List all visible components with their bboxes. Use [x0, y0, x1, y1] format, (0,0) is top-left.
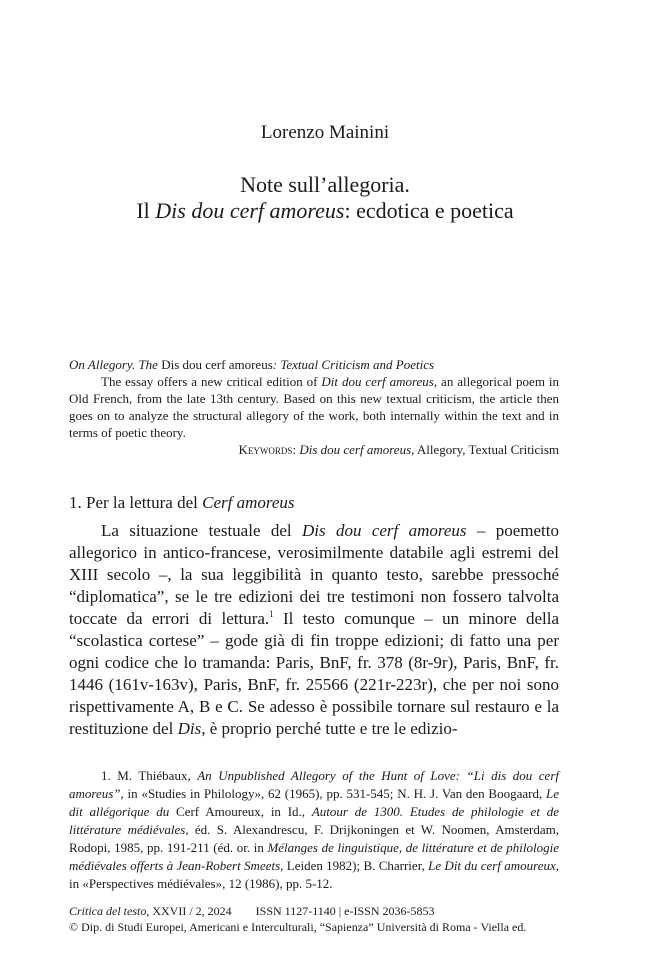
keywords-label: Keywords — [238, 442, 293, 457]
body-part-a: La situazione testuale del — [101, 521, 302, 540]
footnote-italic-2: Le dit allégorique du — [69, 786, 559, 819]
body-paragraph — [69, 520, 559, 740]
footnote-italic-5: Le Dit du cerf amoureux — [428, 858, 556, 873]
abstract-heading-part-1: On Allegory. The — [69, 357, 158, 372]
section-heading — [69, 493, 295, 513]
footnote-part-5: , Leiden 1982); B. Charrier, — [280, 858, 429, 873]
journal-name: Critica del testo — [69, 904, 147, 918]
title-line-2 — [0, 198, 650, 224]
issn: ISSN 1127-1140 | e-ISSN 2036-5853 — [255, 904, 435, 918]
journal-issue: , XXVII / 2, 2024 — [146, 904, 232, 918]
footnote-italic-3: Autour de 1300. Etudes de philologie et de littérature médiévales — [69, 804, 559, 837]
body-part-d: , è proprio perché tutte e tre le edizio- — [201, 719, 458, 738]
title-suffix: : ecdotica e poetica — [344, 198, 514, 223]
footnote-1 — [69, 767, 559, 893]
abstract-body-part-1: The essay offers a new critical edition of — [101, 374, 322, 389]
abstract — [69, 356, 559, 458]
keywords-work: Dis dou cerf amoreus — [299, 442, 412, 457]
footnote-italic-4: Mélanges de linguistique, de littérature et de philologie médiévales offerts à Jean-Robert Smeets — [69, 840, 559, 873]
footnote-part-4: , éd. S. Alexandrescu, F. Drijkoningen et W. Noomen, Amsterdam, Rodopi, 1985, pp. 191-211 (éd. or. in — [69, 822, 559, 855]
footnote-italic-1: An Unpublished Allegory of the Hunt of Love: “Li dis dou cerf amoreus” — [69, 768, 559, 801]
title-line-1: Note sull’allegoria. — [240, 172, 410, 197]
footnote-reference[interactable]: 1 — [269, 609, 274, 619]
article-title — [0, 172, 650, 224]
abstract-body-work: Dit dou cerf amoreus — [321, 374, 434, 389]
abstract-heading — [69, 356, 559, 373]
footnote-part-3: Cerf Amoureux, in Id., — [169, 804, 312, 819]
section-heading-work: Cerf amoreus — [202, 493, 295, 512]
author-name: Lorenzo Mainini — [260, 122, 390, 143]
copyright-line: © Dip. di Studi Europei, Americani e Interculturali, “Sapienza” Università di Roma - Viella ed. — [69, 920, 527, 934]
body-part-c: Il testo comunque – un minore della “scolastica cortese” – gode già di fin troppe edizioni; di fatto una per ogni codice che lo tramanda: Paris, BnF, fr. 378 (8r-9r), Paris, BnF, fr. 1446 (161v-163v), Paris, BnF, fr. 25566 (221r-223r), che per noi sono rispettivamente A, B e C. Se adesso è possibile tornare sul restauro e la restituzione del — [69, 609, 559, 738]
abstract-heading-part-2: : Textual Criticism and Poetics — [272, 357, 435, 372]
title-prefix: Il — [136, 198, 156, 223]
body-part-b: – poemetto allegorico in antico-francese, verosimilmente databile agli estremi del XIII secolo –, la sua leggibilità in quanto testo, sarebbe pressoché “diplomatica”, se le tre edizioni dei tre testimoni non fossero talvolta toccate da errori di lettura. — [69, 521, 560, 628]
keywords-line: Keywords: Dis dou cerf amoreus, Allegory, Textual Criticism — [238, 442, 559, 457]
abstract-body-part-2: , an allegorical poem in Old French, from the late 13th century. Based on this new textual criticism, the article then goes on to analyze the structural allegory of the work, both internally within the text and in terms of poetic theory. — [69, 374, 559, 440]
abstract-body — [69, 373, 559, 441]
footnote-part-2: , in «Studies in Philology», 62 (1965), pp. 531-545; N. H. J. Van den Boogaard, — [120, 786, 546, 801]
keywords-rest: , Allegory, Textual Criticism — [411, 442, 559, 457]
body-work-title: Dis dou cerf amoreus — [301, 521, 467, 540]
journal-line — [69, 903, 569, 919]
footnote-part-1: 1. M. Thiébaux, — [101, 768, 198, 783]
page-footer — [69, 903, 569, 935]
title-work-name: Dis dou cerf amoreus — [155, 198, 345, 223]
abstract-heading-work: Dis dou cerf amoreus — [157, 357, 273, 372]
footnote-part-6: , in «Perspectives médiévales», 12 (1986), pp. 5-12. — [69, 858, 560, 891]
body-work-short: Dis — [177, 719, 202, 738]
section-heading-text: 1. Per la lettura del — [69, 493, 203, 512]
